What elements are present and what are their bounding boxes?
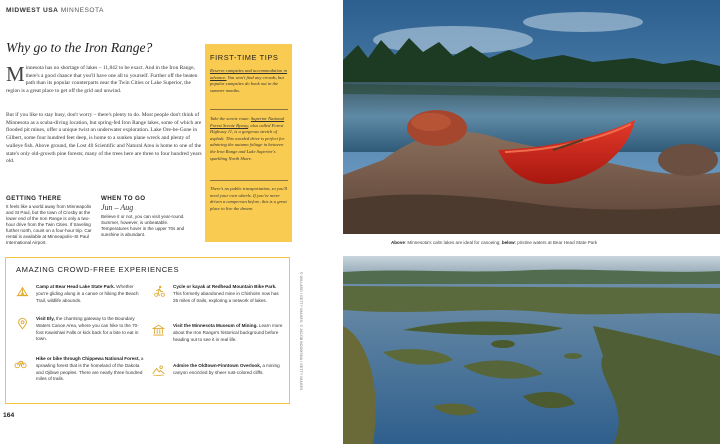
- experience-5-text: Learn more about the Iron Range's historical background before heading out to see it in real life.: [173, 323, 283, 342]
- museum-icon: [152, 324, 165, 337]
- experience-item-6: [173, 363, 283, 377]
- experience-6-text: a mining canyon encircled by sheer rust-colored cliffs.: [173, 363, 280, 375]
- tip-2: [210, 116, 288, 162]
- tip-1-text: You won't find any crowds, but popular campsites do book out in the summer months.: [210, 74, 284, 93]
- first-time-tips-title: FIRST-TIME TIPS: [210, 53, 279, 62]
- tip-1-highlight: Reserve campsites and accommodation in advance.: [210, 68, 288, 80]
- experience-4-title: Cycle or kayak at Redhead Mountain Bike Park.: [173, 284, 277, 289]
- tip-2-highlight: Superior National Forest Scenic Byway: [210, 116, 285, 128]
- map-pin-icon: [16, 317, 29, 330]
- bicycle-icon: [14, 357, 27, 370]
- getting-there-text: It feels like a world away from Minneapolis and St Paul, but the town of Crosby at the lower end of the Iron Range is only a two-hour drive from the Twin Cities. If traveling further north, count on a four-hour trip. Car rental is available at Minneapolis–St Paul International Airport.: [6, 204, 92, 245]
- intro-paragraph-2: But if you like to stay busy, don't worry – there's plenty to do. Most people don't think of Minnesota as a scuba-diving location, but spring-fed Iron Range lakes, some of which are flooded pit mines, offer a unique twist on underwater exploration. Lake Ore-be-Gone in Gilbert, some four hundred feet deep, is home to a sunken plane wreck and plenty of walleye fish. Above ground, the Lost 40 Scientific and Natural Area is home to one of the state's only old-growth pine forests; many of the trees here are three to four hundred years old.: [6, 112, 202, 165]
- experience-item-2: [36, 316, 146, 343]
- when-to-go-heading: WHEN TO GO: [101, 195, 146, 202]
- aerial-lakes-photo: [343, 256, 720, 444]
- experience-item-4: [173, 284, 283, 304]
- experience-item-5: [173, 323, 283, 343]
- photo-credit: © WILLARD / GETTY IMAGES; © JACOB BOOMSMA / GETTY IMAGES: [299, 272, 303, 391]
- page-number: 164: [3, 412, 15, 419]
- experience-1-text: Whether you're gliding along in a canoe or hiking the Beach Trail, wildlife abounds.: [36, 284, 139, 303]
- intro-paragraph-1-text: innesota has no shortage of lakes – 11,842 to be exact. And in the Iron Range, there's a good chance that you'll have one all to yourself. Further off the beaten path than its popular counterparts near the Twin Cities or Lake Superior, the region is a great place to get off the grid and unwind.: [6, 65, 198, 95]
- when-to-go-text: Believe it or not, you can visit year-round. Summer, however, is unbeatable. Temperatures hover in the upper 70s and sunshine is abundant.: [101, 214, 185, 237]
- experience-4-text: This formerly abandoned mine in Chisholm now has 25 miles of trails, exploring a network of lakes.: [173, 290, 279, 303]
- tent-icon: [16, 285, 29, 298]
- tips-divider: [210, 109, 288, 110]
- experience-3-title: Hike or bike through Chippewa National Forest,: [36, 356, 140, 361]
- experience-item-1: [36, 284, 146, 304]
- crowd-free-title: AMAZING CROWD-FREE EXPERIENCES: [16, 265, 180, 274]
- tip-3: There's no public transportation, so you'll need your own wheels. If you've never driven a campervan before, this is a great place to live the dream.: [210, 186, 288, 211]
- tip-1: [210, 68, 288, 94]
- tips-divider: [210, 180, 288, 181]
- experience-5-title: Visit the Minnesota Museum of Mining.: [173, 323, 258, 328]
- experience-item-3: [36, 356, 146, 383]
- cyclist-icon: [153, 285, 166, 298]
- landscape-icon: [152, 364, 165, 377]
- experience-6-title: Admire the Oldtown-Finntown Overlook,: [173, 363, 262, 368]
- tip-2-text: , also called Forest Highway 11, is a gorgeous stretch of asphalt. This wooded drive is perfect for admiring the autumn foliage in between the Iron Range and Lake Superior's sparkling North Shore.: [210, 122, 285, 161]
- page-title: Why go to the Iron Range?: [6, 40, 153, 55]
- caption-below-text: : pristine waters at Bear Head State Park: [514, 240, 598, 245]
- photo-caption: [391, 240, 597, 245]
- caption-above-label: Above: [391, 240, 405, 245]
- drop-cap: M: [6, 62, 25, 86]
- tip-2-intro: Take the scenic route.: [210, 116, 251, 121]
- getting-there-heading: GETTING THERE: [6, 195, 62, 202]
- experience-2-text: the charming gateway to the Boundary Waters Canoe Area, where you can hike to the 70-foot Kawishiwi Falls or kick back for a bite to eat in town.: [36, 316, 139, 342]
- caption-below-label: below: [501, 240, 515, 245]
- experience-2-title: Visit Ely,: [36, 316, 55, 321]
- section-region: MIDWEST USA: [6, 7, 59, 14]
- section-state: MINNESOTA: [60, 7, 104, 14]
- section-label: [6, 7, 104, 14]
- experience-1-title: Camp at Bear Head Lake State Park.: [36, 284, 115, 289]
- caption-above-text: : Minnesota's calm lakes are ideal for canoeing;: [404, 240, 502, 245]
- when-to-go-months: Jun – Aug: [101, 203, 134, 212]
- experience-3-text: a sprawling forest that is the homeland of the Dakota and Ojibwe peoples. There are nearly three hundred miles of trails.: [36, 356, 144, 382]
- canoe-lake-photo: [343, 0, 720, 234]
- intro-paragraph-1: [6, 62, 202, 96]
